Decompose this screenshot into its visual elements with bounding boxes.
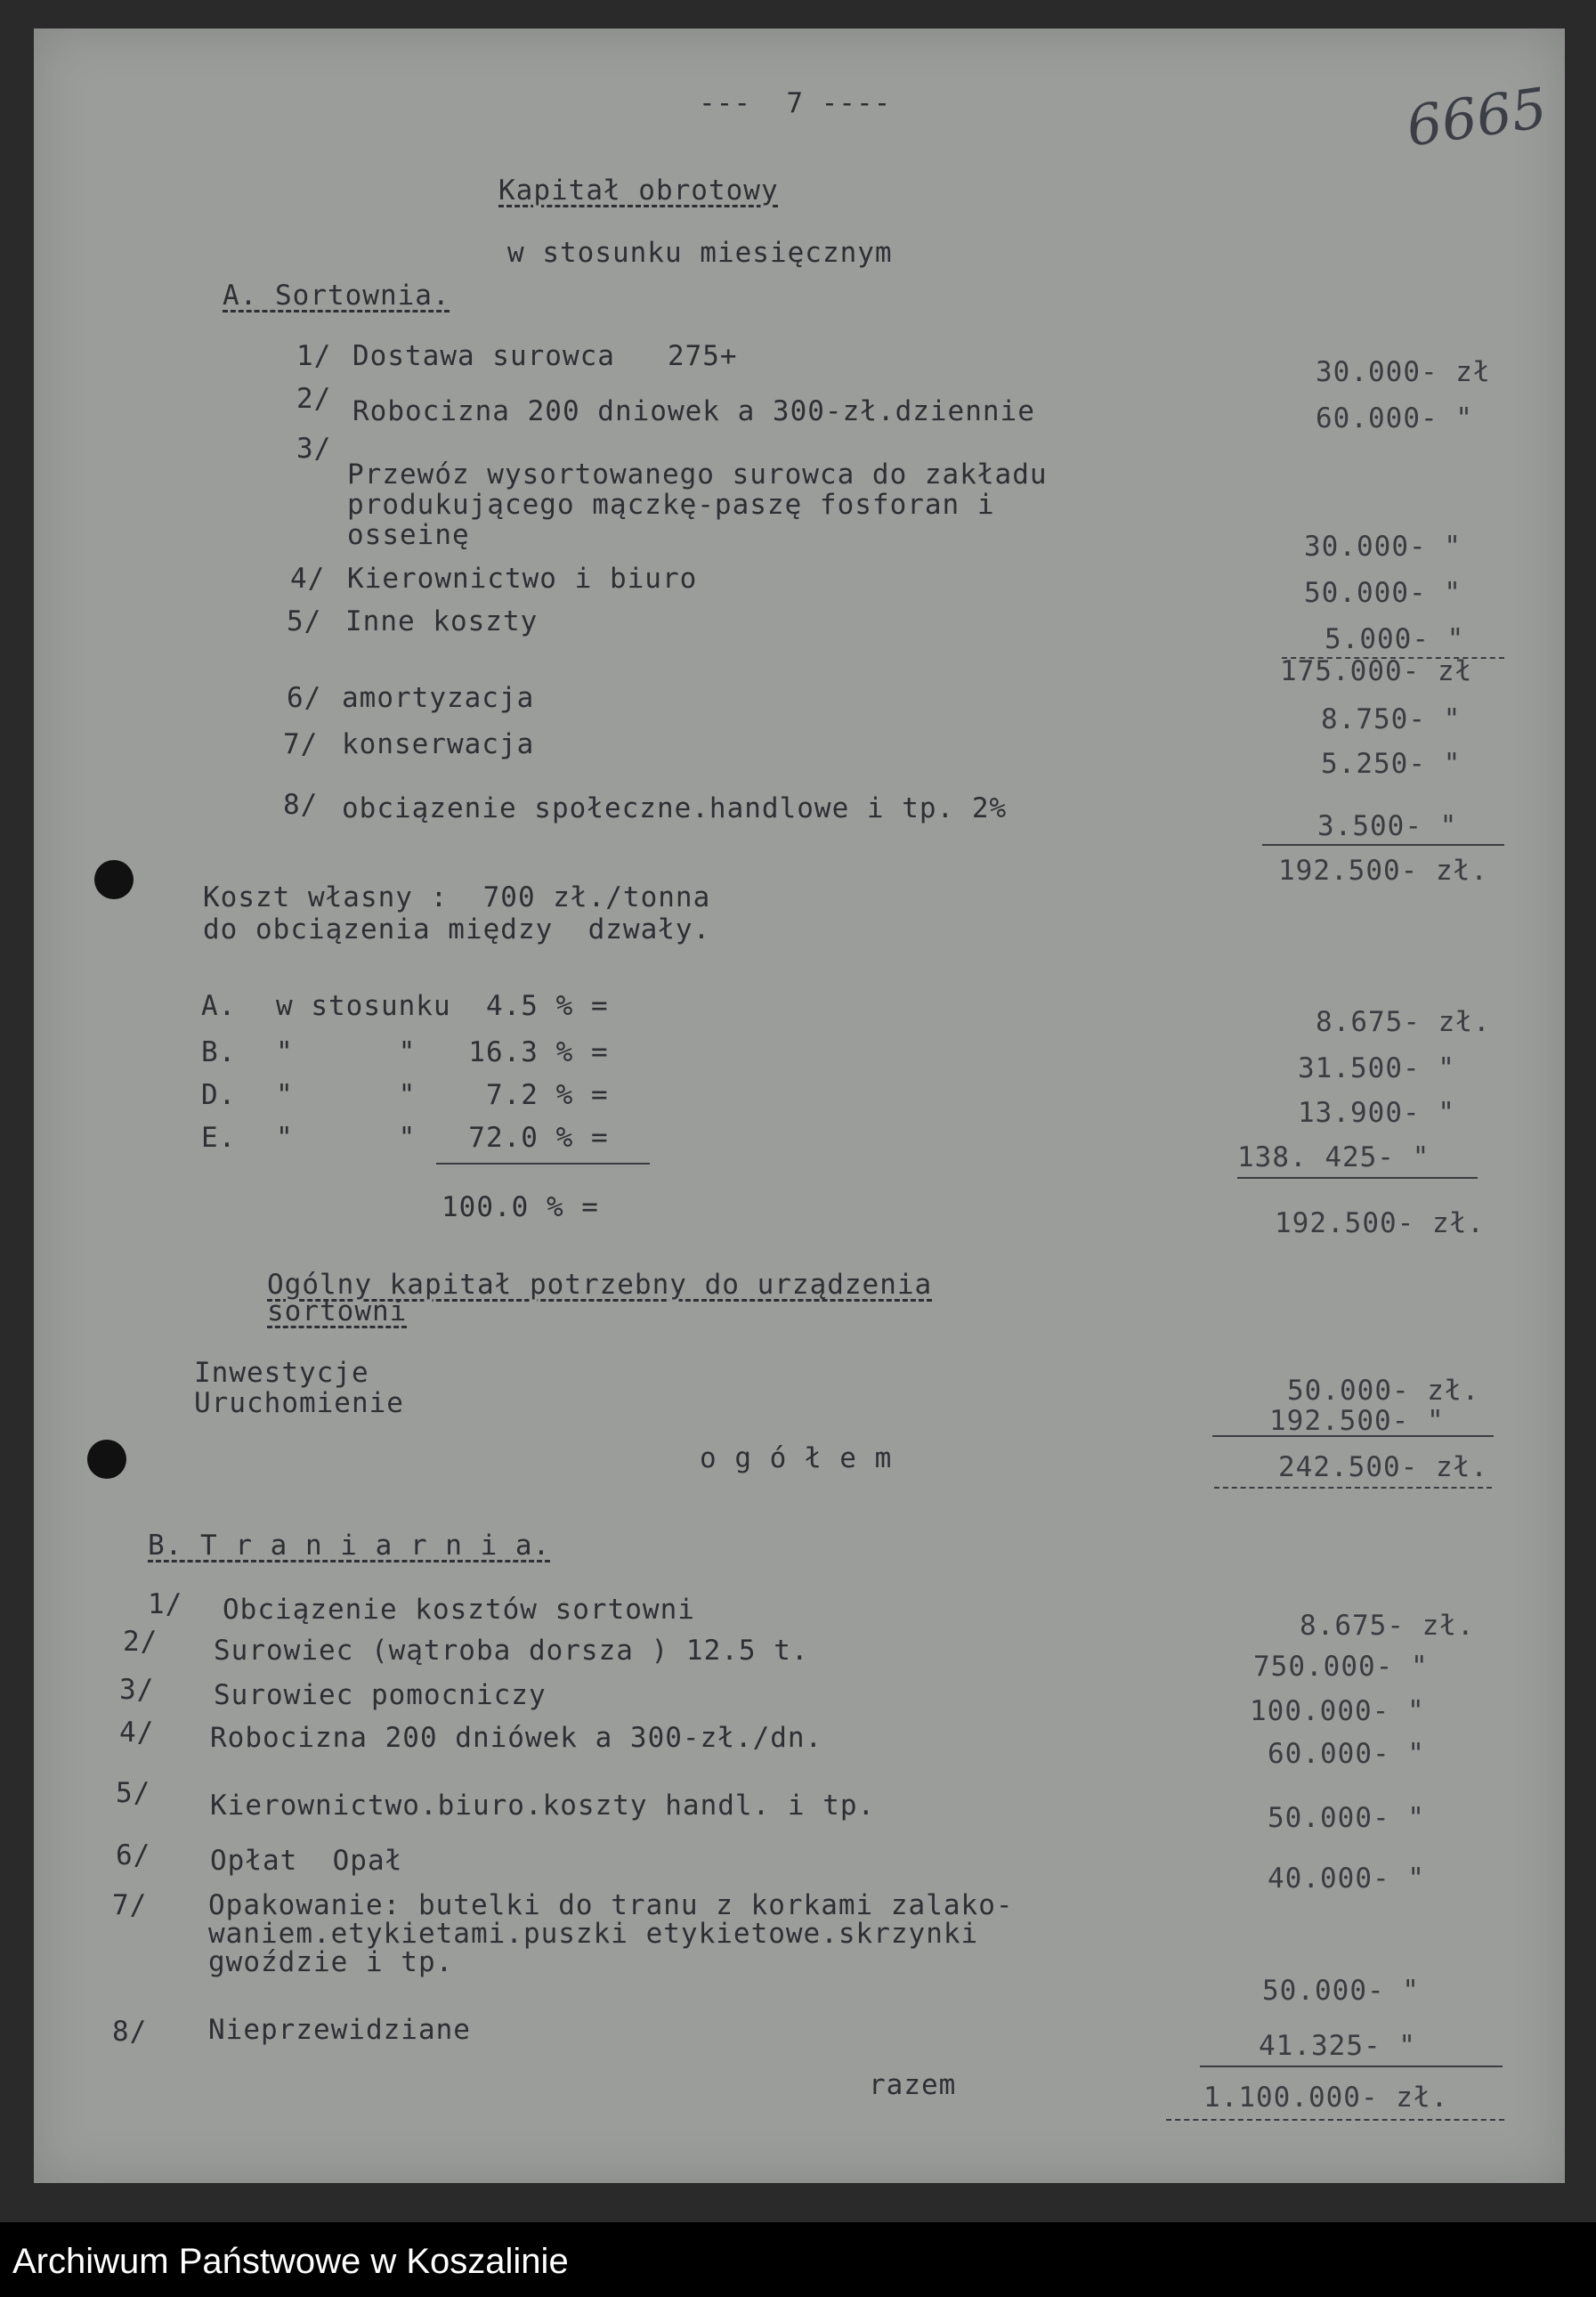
split-label: A. bbox=[201, 990, 237, 1022]
list-item: Kierownictwo.biuro.koszty handl. i tp. bbox=[210, 1790, 876, 1822]
section-a-heading: A. Sortownia. bbox=[223, 280, 450, 312]
list-item-amount: 30.000- " bbox=[1304, 531, 1462, 563]
split-total-amount: 192.500- zł. bbox=[1275, 1207, 1485, 1239]
list-item-amount: 30.000- zł bbox=[1316, 356, 1491, 388]
list-item-amount: 60.000- " bbox=[1316, 402, 1473, 434]
investment-label: Inwestycje bbox=[194, 1357, 369, 1389]
total-rule bbox=[1262, 844, 1504, 846]
overall-label: o g ó ł e m bbox=[700, 1442, 893, 1474]
split-ratio: " " 16.3 % = bbox=[276, 1036, 609, 1068]
list-item-amount: 5.250- " bbox=[1321, 748, 1462, 780]
section-b-double-rule bbox=[1166, 2119, 1504, 2121]
list-item: Dostawa surowca 275+ bbox=[352, 340, 738, 372]
list-item-number: 1/ bbox=[148, 1588, 183, 1620]
overall-double-rule bbox=[1214, 1487, 1492, 1489]
list-item-number: 8/ bbox=[112, 2016, 148, 2048]
overall-rule bbox=[1212, 1435, 1494, 1437]
list-item: Opłat Opał bbox=[210, 1845, 403, 1877]
page-subtitle: w stosunku miesięcznym bbox=[507, 237, 893, 269]
list-item-amount: 50.000- " bbox=[1262, 1975, 1420, 2007]
list-item-amount: 50.000- " bbox=[1304, 577, 1462, 609]
list-item-number: 5/ bbox=[287, 605, 322, 637]
startup-amount: 192.500- " bbox=[1269, 1405, 1445, 1437]
split-label: B. bbox=[201, 1036, 237, 1068]
split-amount: 31.500- " bbox=[1298, 1052, 1455, 1084]
list-item-amount: 5.000- " bbox=[1325, 623, 1465, 655]
list-item: obciązenie społeczne.handlowe i tp. 2% bbox=[342, 792, 1008, 824]
list-item: Opakowanie: butelki do tranu z korkami zalako- waniem.etykietami.puszki etykietowe.skrzynki gwoździe i tp. bbox=[208, 1889, 1014, 1978]
archive-footer bbox=[0, 2222, 1596, 2297]
list-item-amount: 40.000- " bbox=[1268, 1863, 1425, 1895]
list-item: konserwacja bbox=[342, 728, 535, 760]
list-item-number: 4/ bbox=[119, 1717, 155, 1749]
page-title: Kapitał obrotowy bbox=[498, 175, 779, 207]
split-ratio: w stosunku 4.5 % = bbox=[276, 990, 609, 1022]
list-item-number: 3/ bbox=[296, 433, 332, 465]
list-item: Inne koszty bbox=[345, 605, 539, 637]
list-item: Nieprzewidziane bbox=[208, 2014, 471, 2046]
punch-hole-top bbox=[94, 860, 134, 899]
list-item-amount: 41.325- " bbox=[1259, 2030, 1416, 2062]
archive-name: Archiwum Państwowe w Koszalinie bbox=[12, 2242, 569, 2281]
list-item-number: 6/ bbox=[287, 682, 322, 714]
split-amount: 8.675- zł. bbox=[1316, 1006, 1491, 1038]
section-a-total: 192.500- zł. bbox=[1278, 855, 1488, 887]
split-label: E. bbox=[201, 1122, 237, 1154]
page-number-line: --- 7 ---- bbox=[699, 87, 892, 119]
split-ratio: " " 72.0 % = bbox=[276, 1122, 609, 1154]
total-label: razem bbox=[869, 2069, 957, 2101]
list-item: amortyzacja bbox=[342, 682, 535, 714]
split-amount: 138. 425- " bbox=[1237, 1141, 1430, 1173]
section-b-heading: B. T r a n i a r n i a. bbox=[148, 1530, 551, 1562]
split-amount: 13.900- " bbox=[1298, 1097, 1455, 1129]
list-item: Kierownictwo i biuro bbox=[347, 563, 698, 595]
split-amount-rule bbox=[1237, 1177, 1478, 1179]
investment-amount: 50.000- zł. bbox=[1287, 1375, 1480, 1407]
list-item-amount: 60.000- " bbox=[1268, 1738, 1425, 1770]
section-b-total: 1.100.000- zł. bbox=[1203, 2082, 1449, 2114]
list-item-number: 8/ bbox=[283, 789, 319, 821]
handwritten-archive-number: 6665 bbox=[1402, 75, 1551, 159]
list-item-amount: 100.000- " bbox=[1250, 1695, 1425, 1727]
split-ratio: " " 7.2 % = bbox=[276, 1079, 609, 1111]
split-total-ratio: 100.0 % = bbox=[442, 1191, 599, 1223]
list-item-number: 6/ bbox=[116, 1839, 151, 1871]
section-b-total-rule bbox=[1200, 2066, 1503, 2067]
split-label: D. bbox=[201, 1079, 237, 1111]
list-item: Obciązenie kosztów sortowni bbox=[223, 1594, 695, 1626]
overall-amount: 242.500- zł. bbox=[1278, 1451, 1488, 1483]
punch-hole-bottom bbox=[87, 1440, 126, 1479]
list-item-number: 7/ bbox=[112, 1889, 148, 1921]
list-item-amount: 8.675- zł. bbox=[1300, 1610, 1475, 1642]
general-capital-heading: Ogólny kapitał potrzebny do urządzenia sortowni bbox=[267, 1269, 933, 1327]
list-item-number: 2/ bbox=[123, 1626, 158, 1658]
list-item-number: 3/ bbox=[119, 1674, 155, 1706]
startup-label: Uruchomienie bbox=[194, 1387, 404, 1419]
list-item: Przewóz wysortowanego surowca do zakładu produkującego mączkę-paszę fosforan i osseinę bbox=[347, 459, 1048, 551]
subtotal-amount: 175.000- zł bbox=[1280, 655, 1473, 687]
list-item: Surowiec (wątroba dorsza ) 12.5 t. bbox=[214, 1635, 809, 1667]
list-item-amount: 750.000- " bbox=[1253, 1651, 1429, 1683]
list-item-number: 4/ bbox=[290, 563, 326, 595]
list-item: Robocizna 200 dniówek a 300-zł./dn. bbox=[210, 1722, 823, 1754]
list-item-number: 1/ bbox=[296, 340, 332, 372]
list-item: Surowiec pomocniczy bbox=[214, 1679, 547, 1711]
list-item-amount: 8.750- " bbox=[1321, 703, 1462, 735]
list-item-number: 5/ bbox=[116, 1777, 151, 1809]
list-item-number: 2/ bbox=[296, 383, 332, 415]
list-item: Robocizna 200 dniowek a 300-zł.dziennie bbox=[352, 395, 1035, 427]
list-item-amount: 50.000- " bbox=[1268, 1802, 1425, 1834]
list-item-amount: 3.500- " bbox=[1317, 810, 1458, 842]
split-ratio-rule bbox=[436, 1163, 650, 1165]
cost-note: Koszt własny : 700 zł./tonna do obciązenia między dzwały. bbox=[203, 881, 711, 946]
list-item-number: 7/ bbox=[283, 728, 319, 760]
